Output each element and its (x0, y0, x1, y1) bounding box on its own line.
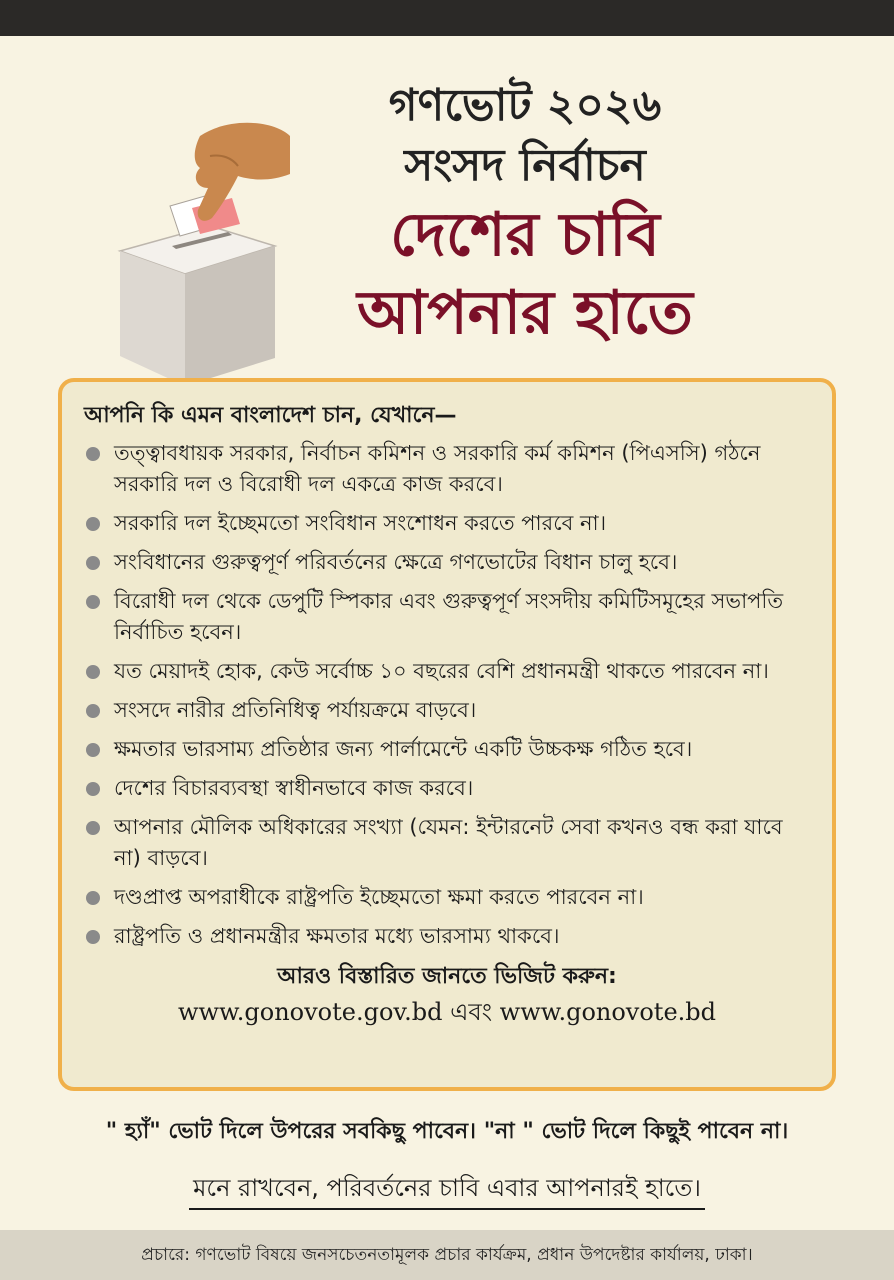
list-item-text: সংসদে নারীর প্রতিনিধিত্ব পর্যায়ক্রমে বাড়বে। (114, 698, 477, 722)
bullet-icon (86, 821, 100, 835)
bullet-icon (86, 930, 100, 944)
list-item-text: বিরোধী দল থেকে ডেপুটি স্পিকার এবং গুরুত্বপূর্ণ সংসদীয় কমিটিসমূহের সভাপতি নির্বাচিত হবেন। (114, 589, 784, 644)
info-box (58, 378, 836, 1091)
list-item (84, 921, 810, 952)
list-item-text: সংবিধানের গুরুত্বপূর্ণ পরিবর্তনের ক্ষেত্রে গণভোটের বিধান চালু হবে। (114, 550, 678, 574)
list-item (84, 882, 810, 913)
footer-credit: প্রচারে: গণভোট বিষয়ে জনসচেতনতামূলক প্রচার কার্যক্রম, প্রধান উপদেষ্টার কার্যালয়, ঢাকা। (0, 1230, 894, 1280)
more-info-label: আরও বিস্তারিত জানতে ভিজিট করুন: (277, 964, 617, 989)
list-item-text: আপনার মৌলিক অধিকারের সংখ্যা (যেমন: ইন্টারনেট সেবা কখনও বন্ধ করা যাবে না) বাড়বে। (114, 815, 783, 870)
list-item (84, 508, 810, 539)
poster (0, 36, 894, 1280)
list-item-text: দেশের বিচারব্যবস্থা স্বাধীনভাবে কাজ করবে। (114, 776, 474, 800)
bullet-icon (86, 517, 100, 531)
title-block (300, 76, 750, 352)
title-election: সংসদ নির্বাচন (404, 140, 646, 191)
list-item-text: তত্ত্বাবধায়ক সরকার, নির্বাচন কমিশন ও সরকারি কর্ম কমিশন (পিএসসি) গঠনে সরকারি দল ও বিরোধী দল একত্রে কাজ করবে। (114, 441, 761, 496)
bullet-icon (86, 556, 100, 570)
website-links[interactable]: www.gonovote.gov.bd এবং www.gonovote.bd (177, 998, 717, 1026)
list-item (84, 695, 810, 726)
list-item (84, 734, 810, 765)
info-box-intro: আপনি কি এমন বাংলাদেশ চান, যেখানে— (84, 403, 457, 428)
slogan-line-1: দেশের চাবি (390, 200, 660, 270)
bullet-icon (86, 447, 100, 461)
list-item-text: রাষ্ট্রপতি ও প্রধানমন্ত্রীর ক্ষমতার মধ্যে ভারসাম্য থাকবে। (114, 924, 560, 948)
list-item-text: দণ্ডপ্রাপ্ত অপরাধীকে রাষ্ট্রপতি ইচ্ছেমতো ক্ষমা করতে পারবেন না। (114, 885, 644, 909)
remember-message (0, 1170, 894, 1210)
bullet-icon (86, 743, 100, 757)
bullet-icon (86, 595, 100, 609)
hand-dropping-ballot-icon (100, 96, 290, 396)
list-item (84, 547, 810, 578)
top-status-bar (0, 0, 894, 36)
list-item-text: ক্ষমতার ভারসাম্য প্রতিষ্ঠার জন্য পার্লামেন্টে একটি উচ্চকক্ষ গঠিত হবে। (114, 737, 693, 761)
title-referendum: গণভোট ২০২৬ (388, 80, 662, 131)
list-item-text: সরকারি দল ইচ্ছেমতো সংবিধান সংশোধন করতে পারবে না। (114, 511, 607, 535)
list-item (84, 438, 810, 500)
slogan-line-2: আপনার হাতে (357, 278, 693, 348)
remember-text: মনে রাখবেন, পরিবর্তনের চাবি এবার আপনারই হাতে। (189, 1170, 705, 1210)
yes-no-message: " হ্যাঁ" ভোট দিলে উপরের সবকিছু পাবেন। "না " ভোট দিলে কিছুই পাবেন না। (105, 1119, 789, 1144)
benefit-list (84, 438, 810, 952)
bullet-icon (86, 704, 100, 718)
bullet-icon (86, 665, 100, 679)
list-item (84, 773, 810, 804)
bullet-icon (86, 891, 100, 905)
bullet-icon (86, 782, 100, 796)
list-item (84, 586, 810, 648)
list-item (84, 812, 810, 874)
list-item-text: যত মেয়াদই হোক, কেউ সর্বোচ্চ ১০ বছরের বেশি প্রধানমন্ত্রী থাকতে পারবেন না। (114, 659, 769, 683)
list-item (84, 656, 810, 687)
